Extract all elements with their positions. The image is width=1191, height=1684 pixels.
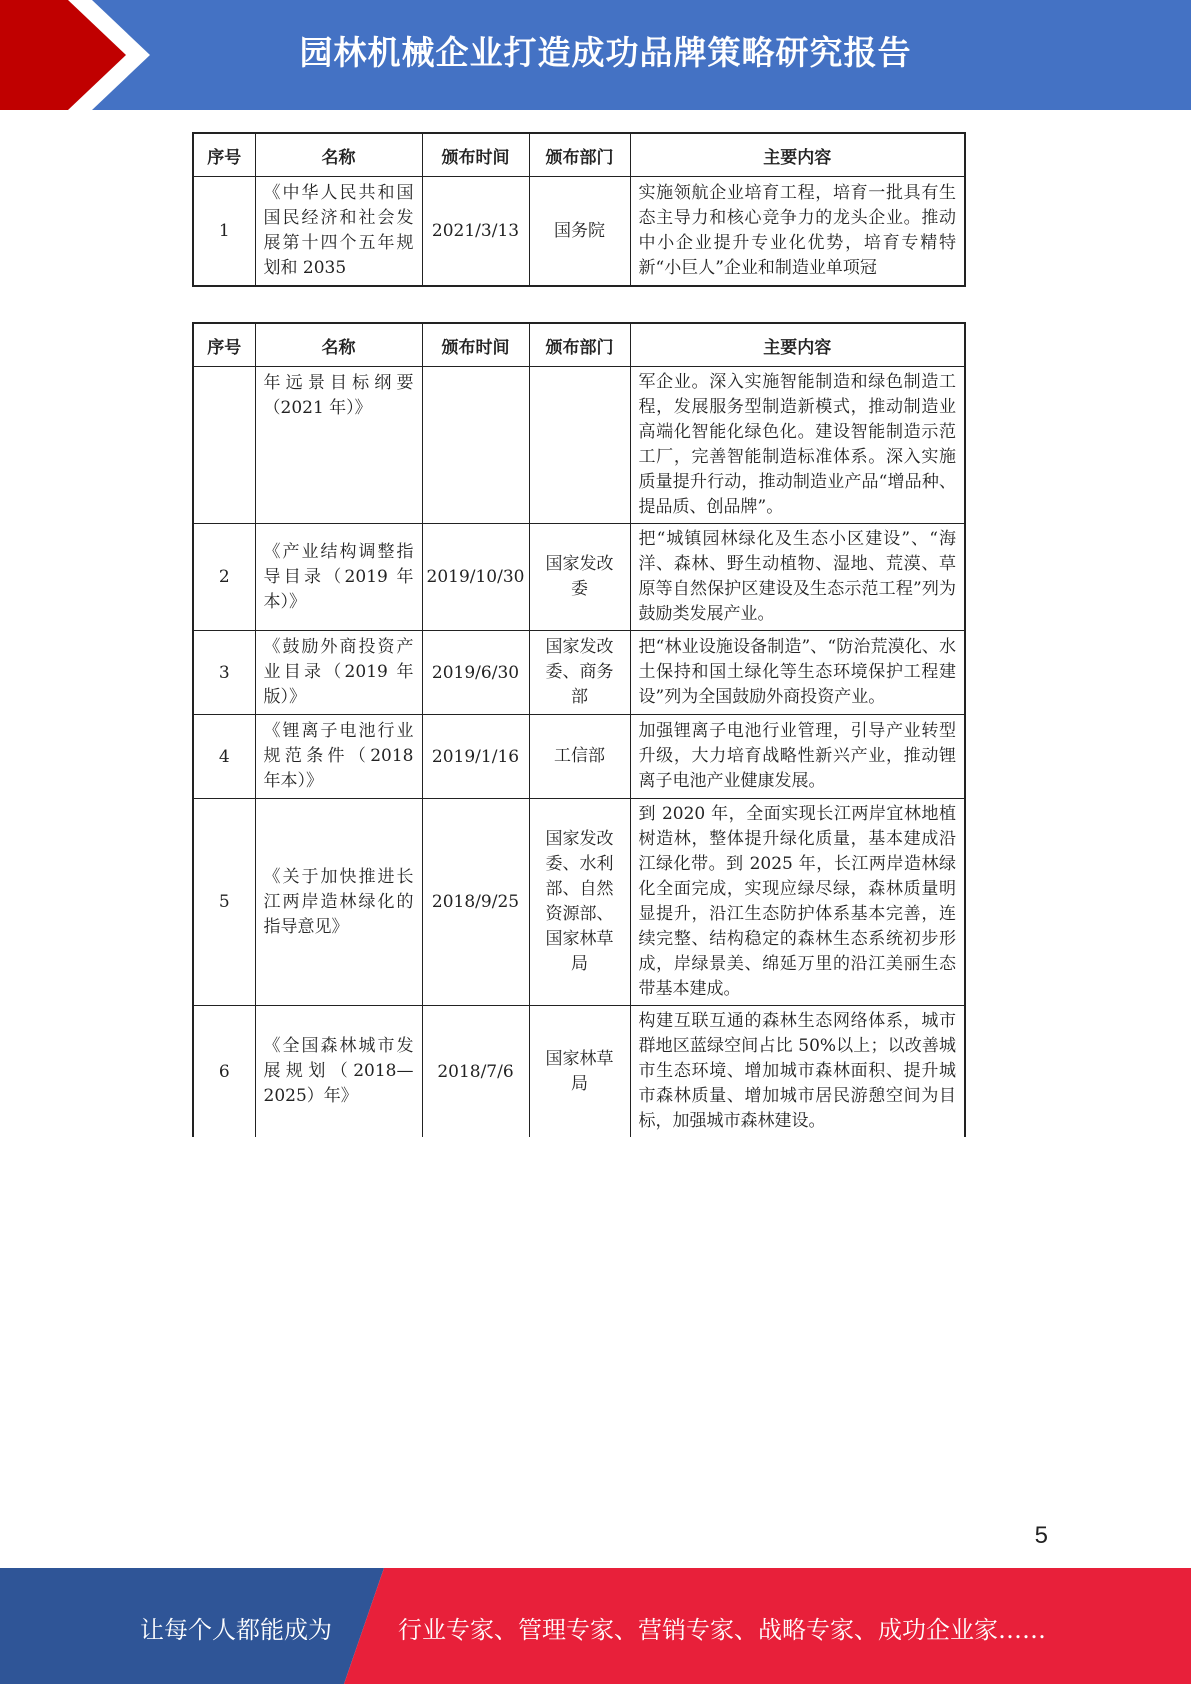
policy-table-1 [192,132,966,287]
header-content: 主要内容 [630,323,965,367]
header-date: 颁布时间 [422,323,529,367]
footer-slogan-right: 行业专家、管理专家、营销专家、战略专家、成功企业家…… [398,1616,1046,1644]
row-content: 军企业。深入实施智能制造和绿色制造工程，发展服务型制造新模式，推动制造业高端化智能化绿色化。建设智能制造示范工厂，完善智能制造标准体系。深入实施质量提升行动，推动制造业产品“增品种、提品质、创品牌”。 [630,367,965,524]
row-name: 《鼓励外商投资产业目录（2019 年版）》 [255,631,422,715]
table-row [193,177,965,287]
row-date: 2019/10/30 [422,524,529,631]
row-content: 把“林业设施设备制造”、“防治荒漠化、水土保持和国土绿化等生态环境保护工程建设”列为全国鼓励外商投资产业。 [630,631,965,715]
header-name: 名称 [255,323,422,367]
row-no: 1 [193,177,255,287]
row-content: 实施领航企业培育工程，培育一批具有生态主导力和核心竞争力的龙头企业。推动中小企业提升专业化优势，培育专精特新“小巨人”企业和制造业单项冠 [630,177,965,287]
row-name: 《产业结构调整指导目录（2019 年本）》 [255,524,422,631]
row-date [422,367,529,524]
row-name: 《中华人民共和国国民经济和社会发展第十四个五年规划和 2035 [255,177,422,287]
header-name: 名称 [255,133,422,177]
report-title: 园林机械企业打造成功品牌策略研究报告 [299,33,912,72]
row-date: 2019/6/30 [422,631,529,715]
row-name: 《锂离子电池行业规范条件（2018 年本）》 [255,715,422,799]
table-row [193,715,965,799]
policy-table-2 [192,322,966,1137]
table-row [193,524,965,631]
row-name: 《全国森林城市发展规划（2018—2025）年》 [255,1006,422,1138]
row-dept: 工信部 [529,715,630,799]
row-content: 加强锂离子电池行业管理，引导产业转型升级，大力培育战略性新兴产业，推动锂离子电池产业健康发展。 [630,715,965,799]
page-header [0,0,1191,110]
row-content: 把“城镇园林绿化及生态小区建设”、“海洋、森林、野生动植物、湿地、荒漠、草原等自然保护区建设及生态示范工程”列为鼓励类发展产业。 [630,524,965,631]
table-row [193,631,965,715]
row-name: 年远景目标纲要（2021 年）》 [255,367,422,524]
header-no: 序号 [193,133,255,177]
row-dept: 国务院 [529,177,630,287]
row-no: 6 [193,1006,255,1138]
row-date: 2019/1/16 [422,715,529,799]
table-row [193,1006,965,1138]
row-content: 到 2020 年，全面实现长江两岸宜林地植树造林，整体提升绿化质量，基本建成沿江绿化带。到 2025 年，长江两岸造林绿化全面完成，实现应绿尽绿，森林质量明显提升，沿江生态防护体系基本完善，连续完整、结构稳定的森林生态系统初步形成，岸绿景美、绵延万里的沿江美丽生态带基本建成。 [630,799,965,1006]
table-row [193,367,965,524]
header-dept: 颁布部门 [529,133,630,177]
row-dept: 国家林草局 [529,1006,630,1138]
row-date: 2021/3/13 [422,177,529,287]
row-no: 5 [193,799,255,1006]
row-date: 2018/9/25 [422,799,529,1006]
row-no: 4 [193,715,255,799]
row-dept [529,367,630,524]
table-header-row [193,323,965,367]
header-dept: 颁布部门 [529,323,630,367]
row-date: 2018/7/6 [422,1006,529,1138]
row-dept: 国家发改委 [529,524,630,631]
header-content: 主要内容 [630,133,965,177]
footer-slogan-left: 让每个人都能成为 [140,1616,332,1644]
row-dept: 国家发改委、商务部 [529,631,630,715]
header-no: 序号 [193,323,255,367]
row-no [193,367,255,524]
row-dept: 国家发改委、水利部、自然资源部、国家林草局 [529,799,630,1006]
row-content: 构建互联互通的森林生态网络体系，城市群地区蓝绿空间占比 50%以上；以改善城市生态环境、增加城市森林面积、提升城市森林质量、增加城市居民游憩空间为目标，加强城市森林建设。 [630,1006,965,1138]
table-row [193,799,965,1006]
page-number: 5 [1034,1522,1048,1549]
row-no: 3 [193,631,255,715]
row-name: 《关于加快推进长江两岸造林绿化的指导意见》 [255,799,422,1006]
table-header-row [193,133,965,177]
row-no: 2 [193,524,255,631]
header-date: 颁布时间 [422,133,529,177]
